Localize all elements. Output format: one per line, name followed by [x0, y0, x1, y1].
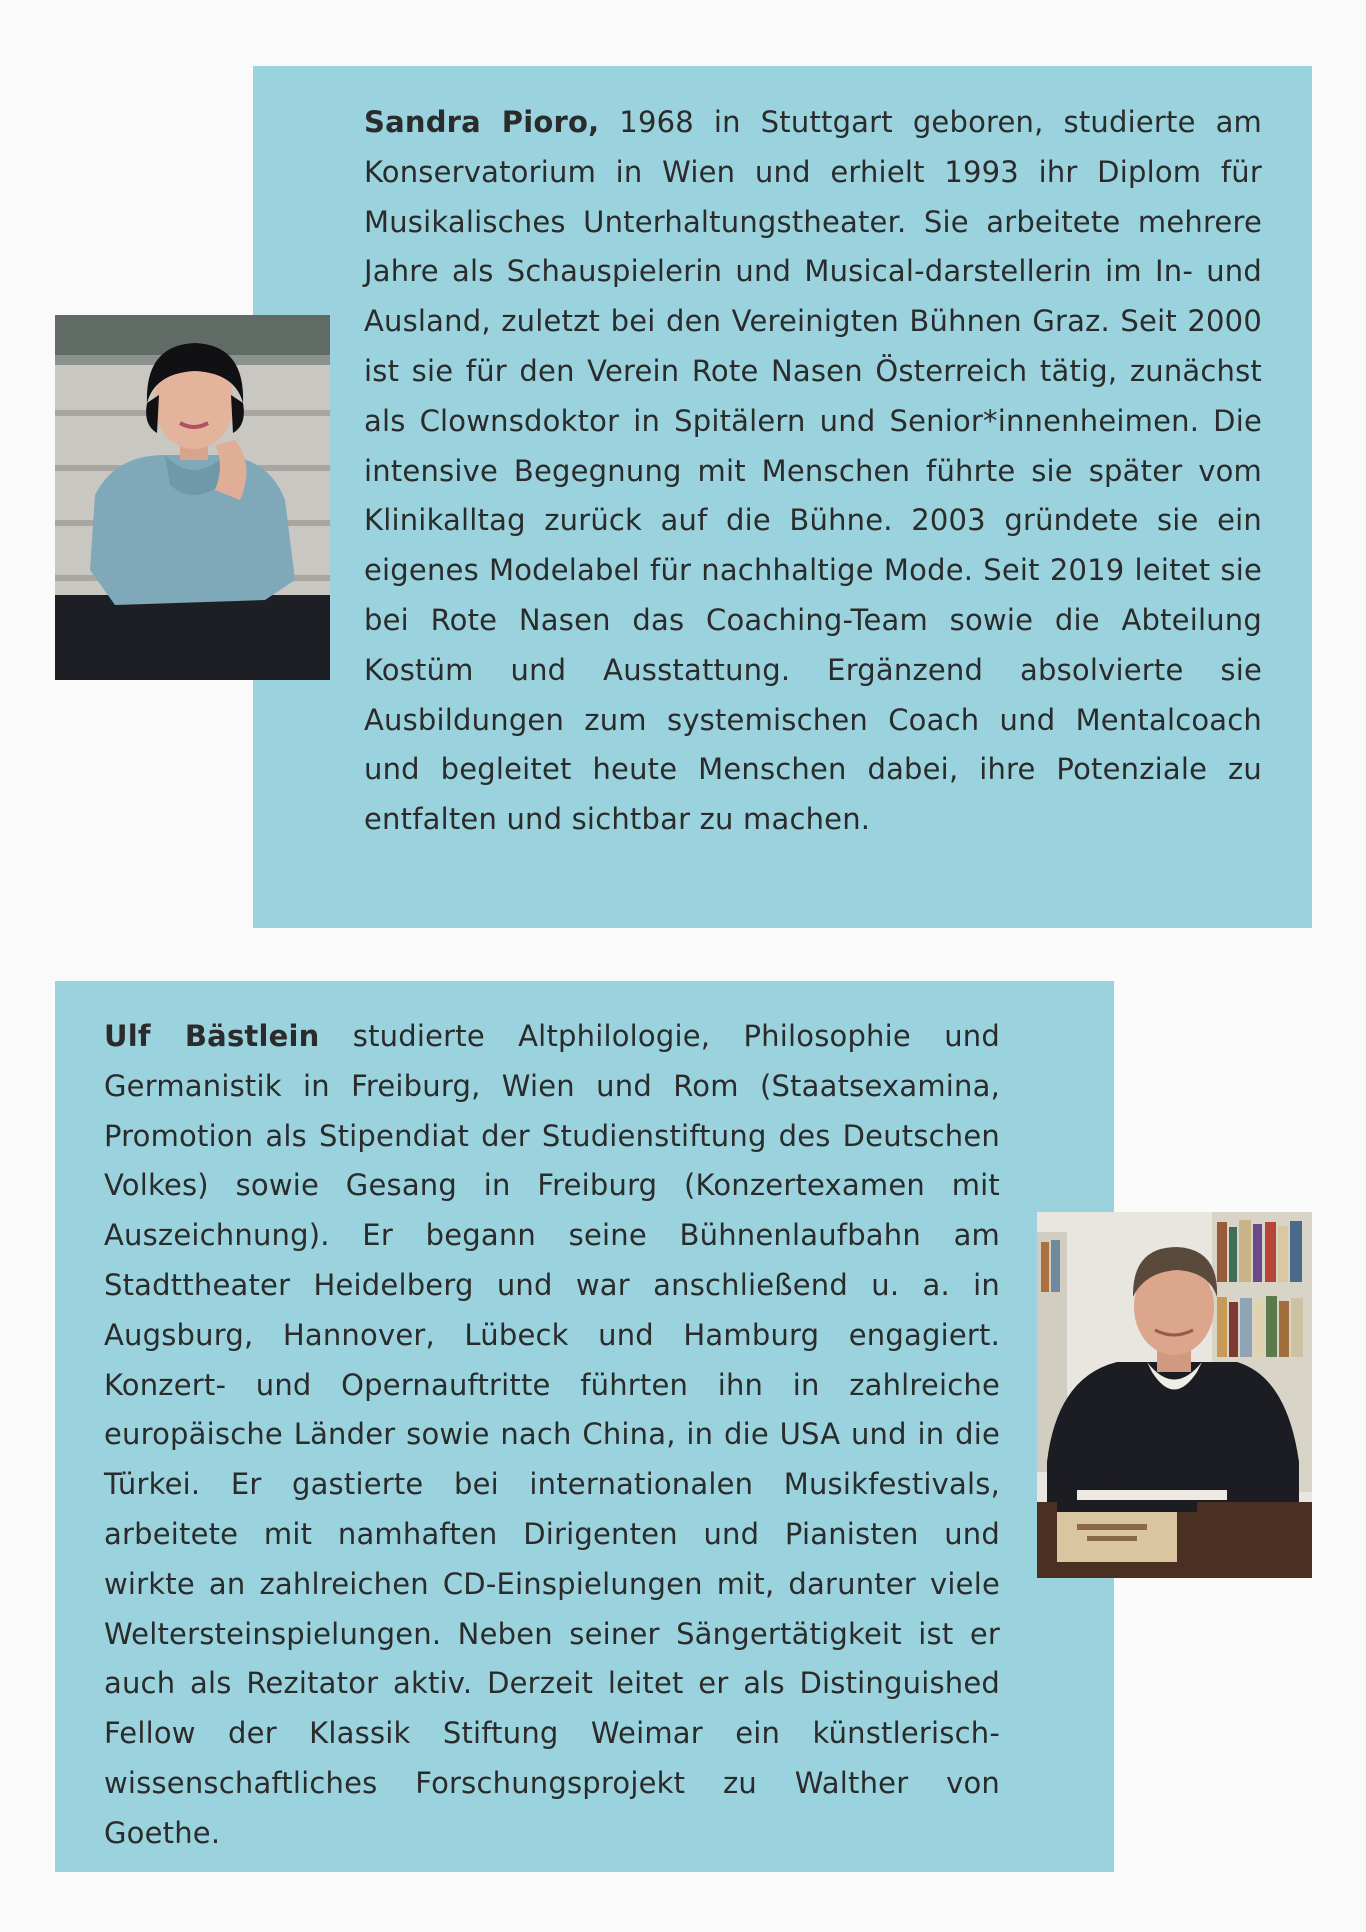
bio-text-ulf-baestlein: studierte Altphilologie, Philosophie und Germanistik in Freiburg, Wien und Rom (Staatsexamina, Promotion als Stipendiat der Studienstiftung des Deutschen Volkes) sowie Gesang in Freiburg (Konzertexamen mit Auszeichnung). Er begann seine Bühnenlaufbahn am Stadttheater Heidelberg und war anschließend u. a. in Augsburg, Hannover, Lübeck und Hamburg engagiert. Konzert- und Opernauftritte führten ihn in zahlreiche europäische Länder sowie nach China, in die USA und in die Türkei. Er gastierte bei internationalen Musikfestivals, arbeitete mit namhaften Dirigenten und Pianisten und wirkte an zahlreichen CD-Einspielungen mit, darunter viele Weltersteinspielungen. Neben seiner Sängertätigkeit ist er auch als Rezitator aktiv. Derzeit leitet er als Distinguished Fellow der Klassik Stiftung Weimar ein künstlerisch-wissenschaftliches Forschungsprojekt zu Walther von Goethe.	[104, 1019, 1000, 1850]
bio-name-ulf-baestlein: Ulf Bästlein	[104, 1019, 320, 1053]
bio-name-sandra-pioro: Sandra Pioro,	[364, 105, 600, 139]
portrait-ulf-baestlein	[1037, 1212, 1312, 1578]
portrait-sandra-pioro	[55, 315, 330, 680]
bio-text-sandra-pioro: 1968 in Stuttgart geboren, studierte am Konservatorium in Wien und erhielt 1993 ihr Diplom für Musikalisches Unterhaltungstheater. Sie arbeitete mehrere Jahre als Schauspielerin und Musical-darstellerin im In- und Ausland, zuletzt bei den Vereinigten Bühnen Graz. Seit 2000 ist sie für den Verein Rote Nasen Österreich tätig, zunächst als Clownsdoktor in Spitälern und Senior*innenheimen. Die intensive Begegnung mit Menschen führte sie später vom Klinikalltag zurück auf die Bühne. 2003 gründete sie ein eigenes Modelabel für nachhaltige Mode. Seit 2019 leitet sie bei Rote Nasen das Coaching-Team sowie die Abteilung Kostüm und Ausstattung. Ergänzend absolvierte sie Ausbildungen zum systemischen Coach und Mentalcoach und begleitet heute Menschen dabei, ihre Potenziale zu entfalten und sichtbar zu machen.	[364, 105, 1262, 837]
bio-paragraph-ulf-baestlein	[104, 1012, 1000, 1859]
bio-paragraph-sandra-pioro	[364, 98, 1262, 845]
